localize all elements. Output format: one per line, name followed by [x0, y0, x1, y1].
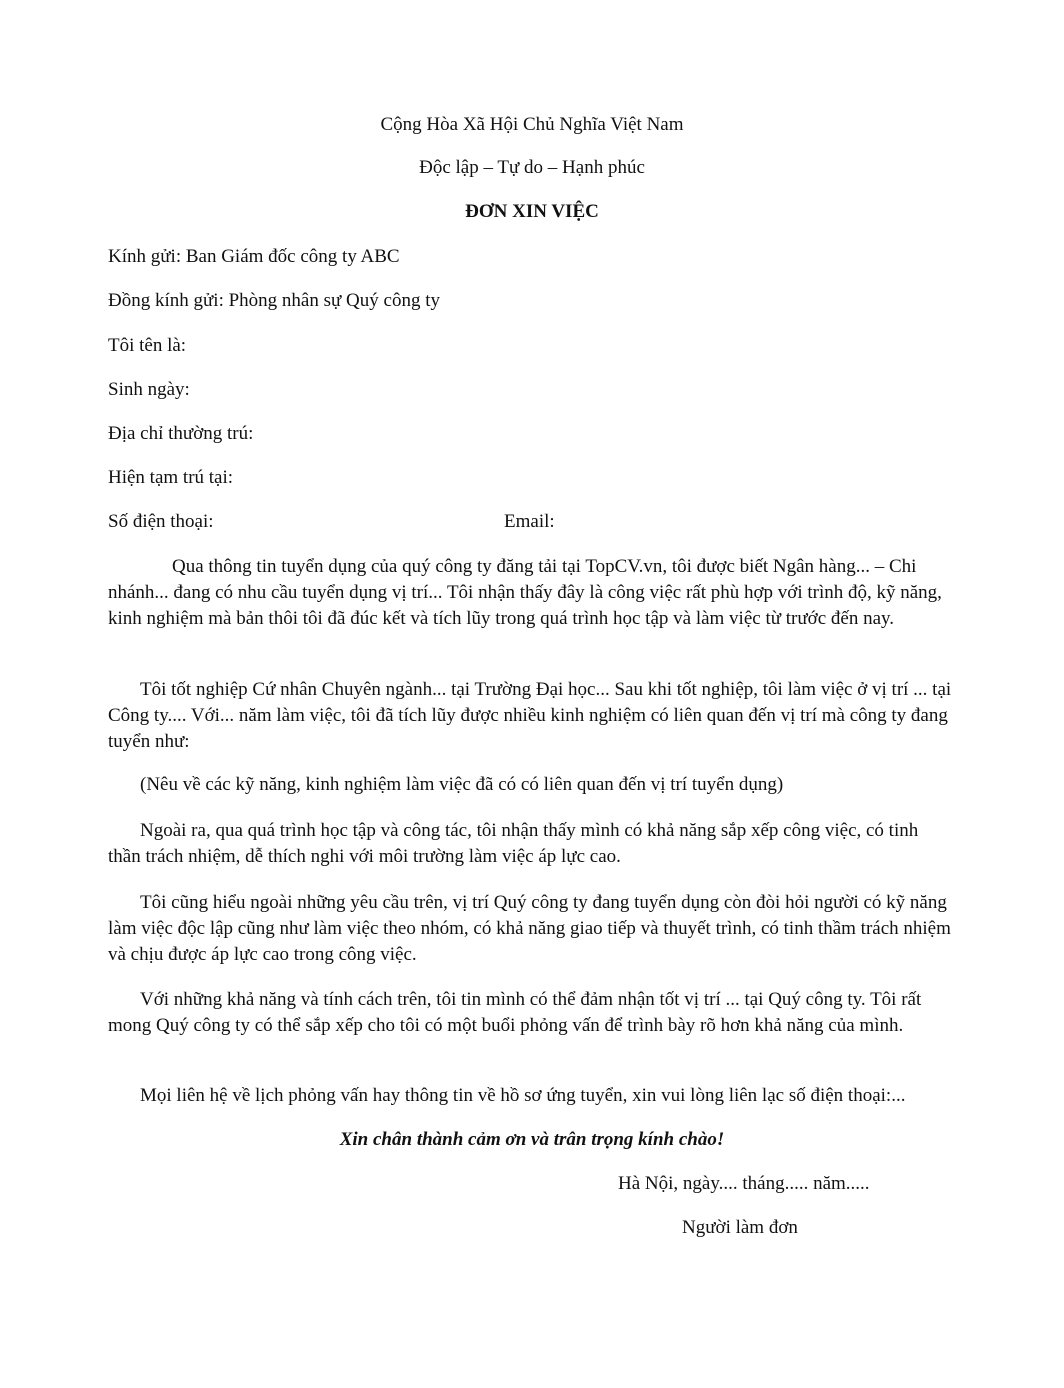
dob-field: Sinh ngày:	[108, 379, 190, 400]
motto: Độc lập – Tự do – Hạnh phúc	[419, 157, 645, 178]
signer-label: Người làm đơn	[682, 1217, 798, 1238]
place-and-date: Hà Nội, ngày.... tháng..... năm.....	[618, 1173, 870, 1194]
cc-recipient-line: Đồng kính gửi: Phòng nhân sự Quý công ty	[108, 290, 440, 311]
paragraph-requirements: Tôi cũng hiểu ngoài những yêu cầu trên, vị trí Quý công ty đang tuyển dụng còn đòi hỏi người có kỹ năng làm việc độc lập cũng như làm việc theo nhóm, có khả năng giao tiếp và thuyết trình, có tinh thầm trách nhiệm và chịu được áp lực cao trong công việc.	[108, 892, 951, 965]
paragraph-interview-request: Với những khả năng và tính cách trên, tôi tin mình có thể đảm nhận tốt vị trí ... tại Quý công ty. Tôi rất mong Quý công ty có thể sắp xếp cho tôi có một buổi phỏng vấn để trình bày rõ hơn khả năng của mình.	[108, 989, 922, 1036]
phone-field: Số điện thoại:	[108, 511, 214, 532]
paragraph-intro: Qua thông tin tuyển dụng của quý công ty đăng tải tại TopCV.vn, tôi được biết Ngân hàng... – Chi nhánh... đang có nhu cầu tuyển dụng vị trí... Tôi nhận thấy đây là công việc rất phù hợp với trình độ, kỹ năng, kinh nghiệm mà bản thôi tôi đã đúc kết và tích lũy trong quá trình học tập và làm việc từ trước đến nay.	[108, 556, 942, 629]
closing-thanks: Xin chân thành cảm ơn và trân trọng kính chào!	[339, 1129, 725, 1150]
recipient-line: Kính gửi: Ban Giám đốc công ty ABC	[108, 246, 400, 267]
paragraph-education: Tôi tốt nghiệp Cứ nhân Chuyên ngành... tại Trường Đại học... Sau khi tốt nghiệp, tôi làm việc ở vị trí ... tại Công ty.... Với... năm làm việc, tôi đã tích lũy được nhiều kinh nghiệm có liên quan đến vị trí mà công ty đang tuyển như:	[108, 679, 952, 752]
paragraph-contact: Mọi liên hệ về lịch phỏng vấn hay thông tin về hồ sơ ứng tuyển, xin vui lòng liên lạc số điện thoại:...	[140, 1085, 906, 1106]
paragraph-qualities: Ngoài ra, qua quá trình học tập và công tác, tôi nhận thấy mình có khả năng sắp xếp công việc, có tinh thần trách nhiệm, dễ thích nghi với môi trường làm việc áp lực cao.	[108, 820, 919, 867]
temporary-address-field: Hiện tạm trú tại:	[108, 467, 234, 488]
permanent-address-field: Địa chỉ thường trú:	[108, 423, 254, 444]
email-field: Email:	[504, 511, 555, 532]
paragraph-skills-note: (Nêu về các kỹ năng, kinh nghiệm làm việc đã có có liên quan đến vị trí tuyển dụng)	[140, 774, 784, 795]
document-title: ĐƠN XIN VIỆC	[465, 201, 599, 222]
name-field: Tôi tên là:	[108, 335, 187, 356]
national-title: Cộng Hòa Xã Hội Chủ Nghĩa Việt Nam	[380, 114, 684, 135]
